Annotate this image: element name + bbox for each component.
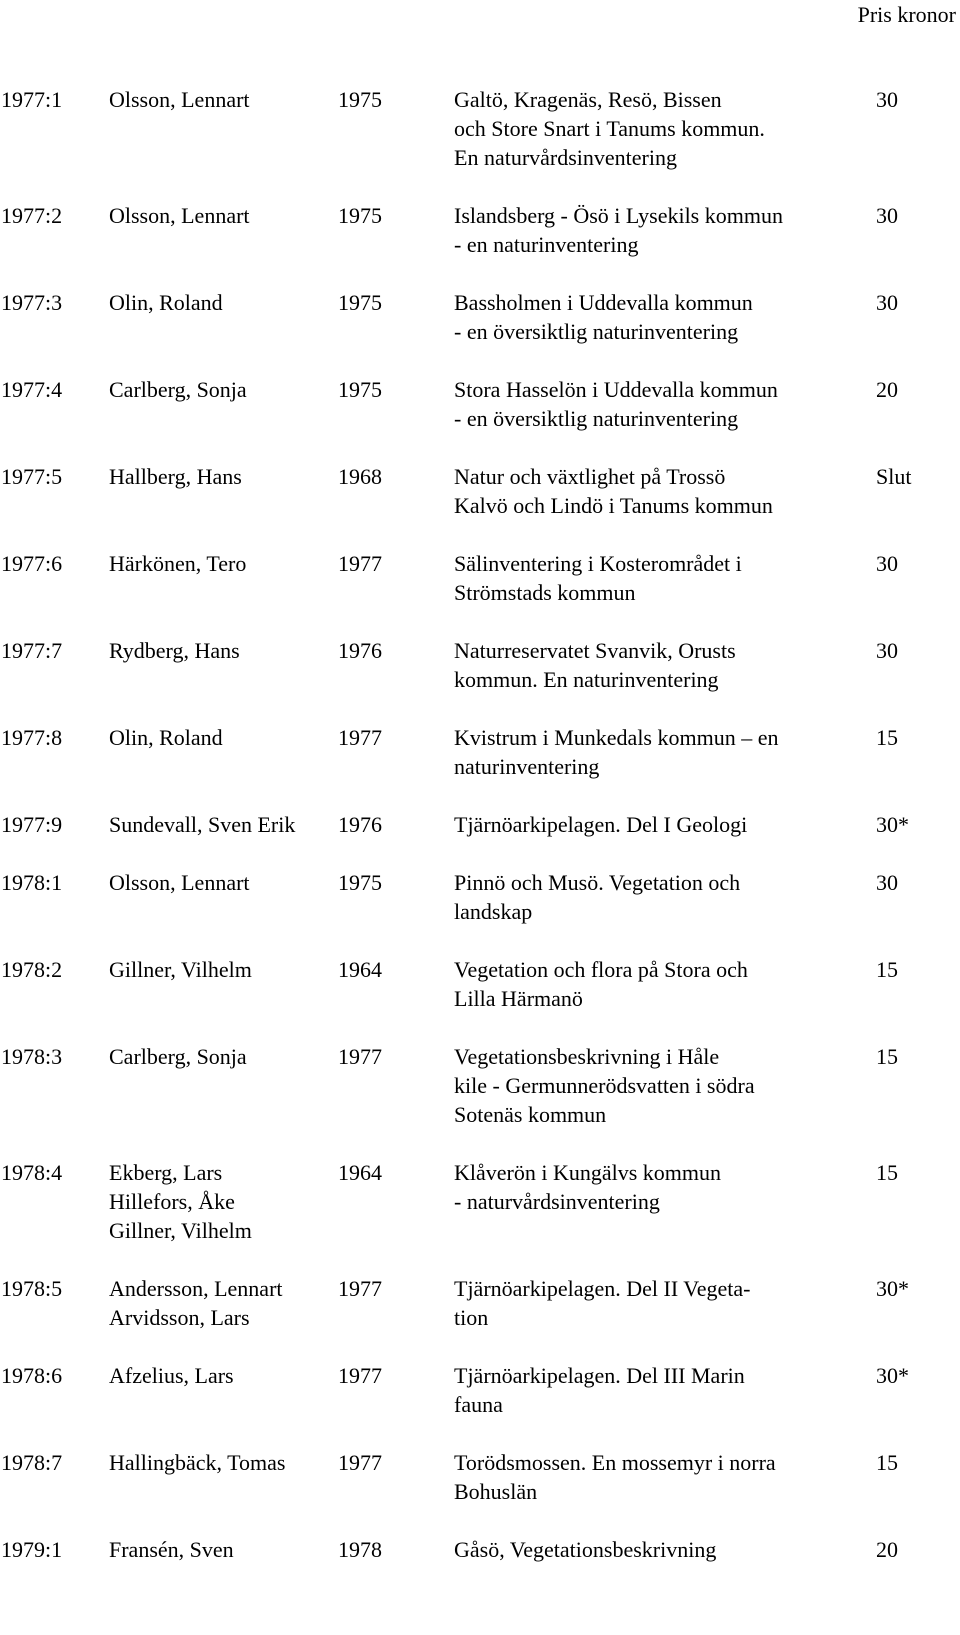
- publication-title-line: En naturvårdsinventering: [454, 145, 677, 170]
- publication-authors: [109, 1042, 247, 1071]
- publication-title-line: tion: [454, 1305, 489, 1330]
- publication-authors-line: Carlberg, Sonja: [109, 1044, 247, 1069]
- publication-price: 15: [876, 1450, 898, 1475]
- publication-number: 1977:6: [1, 551, 63, 576]
- publication-authors-line: Ekberg, Lars: [109, 1160, 223, 1185]
- publication-price: 30: [876, 290, 898, 315]
- publication-price: 30: [876, 87, 898, 112]
- publication-number: 1978:6: [1, 1363, 63, 1388]
- publication-entry: [0, 1274, 960, 1374]
- publication-authors-line: Hallberg, Hans: [109, 464, 242, 489]
- publication-title-line: Vegetationsbeskrivning i Håle: [454, 1044, 720, 1069]
- publication-authors: [109, 636, 240, 665]
- publication-year: 1975: [338, 87, 382, 112]
- publication-entry: [0, 868, 960, 968]
- publication-title-line: Stora Hasselön i Uddevalla kommun: [454, 377, 778, 402]
- publication-authors-line: Fransén, Sven: [109, 1537, 234, 1562]
- publication-year: 1977: [338, 1363, 382, 1388]
- publication-authors: [109, 1274, 283, 1332]
- publication-authors: [109, 549, 246, 578]
- publication-year: 1977: [338, 551, 382, 576]
- publication-year: 1975: [338, 290, 382, 315]
- publication-number: 1977:9: [1, 812, 63, 837]
- publication-title-line: Bassholmen i Uddevalla kommun: [454, 290, 753, 315]
- publication-year: 1964: [338, 1160, 382, 1185]
- publication-title-line: fauna: [454, 1392, 503, 1417]
- publication-title: [454, 1361, 745, 1419]
- publication-price: 30*: [876, 1276, 909, 1301]
- publication-authors: [109, 1535, 234, 1564]
- publication-number: 1977:4: [1, 377, 63, 402]
- publication-title-line: Tjärnöarkipelagen. Del II Vegeta-: [454, 1276, 751, 1301]
- publication-year: 1976: [338, 638, 382, 663]
- publication-year: 1978: [338, 1537, 382, 1562]
- publication-entry: [0, 955, 960, 1055]
- publication-authors-line: Olsson, Lennart: [109, 870, 250, 895]
- publication-authors-line: Hillefors, Åke: [109, 1189, 235, 1214]
- publication-year: 1964: [338, 957, 382, 982]
- publication-number: 1978:7: [1, 1450, 63, 1475]
- publication-number: 1977:7: [1, 638, 63, 663]
- publication-number: 1977:1: [1, 87, 63, 112]
- publication-year: 1975: [338, 203, 382, 228]
- publication-number: 1977:2: [1, 203, 63, 228]
- publication-title: [454, 723, 778, 781]
- publication-title-line: Galtö, Kragenäs, Resö, Bissen: [454, 87, 722, 112]
- publication-title-line: Pinnö och Musö. Vegetation och: [454, 870, 741, 895]
- publication-entry: [0, 288, 960, 388]
- publication-authors-line: Afzelius, Lars: [109, 1363, 234, 1388]
- publication-entry: [0, 1158, 960, 1258]
- publication-price: 30: [876, 551, 898, 576]
- publication-price: Slut: [876, 464, 912, 489]
- publication-title-line: Tjärnöarkipelagen. Del III Marin: [454, 1363, 745, 1388]
- publication-title: [454, 955, 748, 1013]
- publication-entry: [0, 462, 960, 562]
- publication-title: [454, 1448, 776, 1506]
- publication-entry: [0, 201, 960, 301]
- publication-title-line: Vegetation och flora på Stora och: [454, 957, 748, 982]
- publication-title: [454, 288, 753, 346]
- publication-authors: [109, 1361, 234, 1390]
- publication-authors-line: Härkönen, Tero: [109, 551, 247, 576]
- publication-number: 1978:1: [1, 870, 63, 895]
- publication-year: 1977: [338, 1276, 382, 1301]
- publication-entry: [0, 1361, 960, 1461]
- publication-title-line: Tjärnöarkipelagen. Del I Geologi: [454, 812, 748, 837]
- publication-title-line: - en översiktlig naturinventering: [454, 319, 739, 344]
- publication-price: 20: [876, 1537, 898, 1562]
- publication-title: [454, 549, 742, 607]
- publication-price: 15: [876, 1044, 898, 1069]
- publication-year: 1977: [338, 1044, 382, 1069]
- publication-number: 1978:5: [1, 1276, 63, 1301]
- publication-title-line: Kalvö och Lindö i Tanums kommun: [454, 493, 773, 518]
- publication-title-line: Sälinventering i Kosterområdet i: [454, 551, 742, 576]
- publication-title-line: naturinventering: [454, 754, 600, 779]
- publication-price: 30: [876, 870, 898, 895]
- publication-authors-line: Carlberg, Sonja: [109, 377, 247, 402]
- publication-number: 1978:4: [1, 1160, 63, 1185]
- publication-price: 15: [876, 725, 898, 750]
- publication-entry: [0, 549, 960, 649]
- publication-authors: [109, 375, 247, 404]
- price-column-header: Pris kronor: [857, 2, 956, 27]
- publication-authors: [109, 810, 295, 839]
- publication-authors-line: Olsson, Lennart: [109, 203, 250, 228]
- publication-entry: [0, 1042, 960, 1142]
- publication-title: [454, 636, 736, 694]
- publication-price: 30: [876, 638, 898, 663]
- publication-title: [454, 375, 778, 433]
- publication-number: 1978:2: [1, 957, 63, 982]
- publication-year: 1977: [338, 1450, 382, 1475]
- publication-title-line: kile - Germunnerödsvatten i södra: [454, 1073, 755, 1098]
- publication-title-line: Torödsmossen. En mossemyr i norra: [454, 1450, 776, 1475]
- publication-price: 20: [876, 377, 898, 402]
- publication-authors-line: Olin, Roland: [109, 290, 223, 315]
- publication-title-line: Kvistrum i Munkedals kommun – en: [454, 725, 779, 750]
- publication-entry: [0, 1448, 960, 1548]
- publication-price: 30*: [876, 1363, 909, 1388]
- publication-title-line: Klåverön i Kungälvs kommun: [454, 1160, 722, 1185]
- publication-authors: [109, 955, 252, 984]
- publication-title: [454, 1042, 755, 1129]
- publication-authors: [109, 723, 223, 752]
- publication-title: [454, 868, 740, 926]
- publication-title: [454, 1535, 716, 1564]
- publication-title: [454, 462, 773, 520]
- publication-authors-line: Arvidsson, Lars: [109, 1305, 250, 1330]
- publication-authors: [109, 1158, 252, 1245]
- publication-authors-line: Gillner, Vilhelm: [109, 957, 252, 982]
- publication-title-line: och Store Snart i Tanums kommun.: [454, 116, 765, 141]
- publication-price: 15: [876, 1160, 898, 1185]
- publication-year: 1975: [338, 870, 382, 895]
- publication-number: 1977:5: [1, 464, 63, 489]
- publication-title-line: - en översiktlig naturinventering: [454, 406, 739, 431]
- publication-year: 1977: [338, 725, 382, 750]
- publication-year: 1975: [338, 377, 382, 402]
- publication-title-line: landskap: [454, 899, 533, 924]
- publication-title: [454, 1274, 750, 1332]
- publication-authors-line: Hallingbäck, Tomas: [109, 1450, 286, 1475]
- publication-number: 1977:8: [1, 725, 63, 750]
- publication-number: 1978:3: [1, 1044, 63, 1069]
- publication-title-line: Natur och växtlighet på Trossö: [454, 464, 726, 489]
- publication-title-line: Strömstads kommun: [454, 580, 636, 605]
- publication-title-line: Sotenäs kommun: [454, 1102, 607, 1127]
- publication-authors: [109, 201, 250, 230]
- publication-entry: [0, 636, 960, 736]
- publication-entry: [0, 1535, 960, 1635]
- publication-authors-line: Gillner, Vilhelm: [109, 1218, 252, 1243]
- publication-authors: [109, 85, 250, 114]
- publication-price: 30: [876, 203, 898, 228]
- publication-authors-line: Rydberg, Hans: [109, 638, 240, 663]
- publication-authors: [109, 868, 250, 897]
- publication-authors-line: Olsson, Lennart: [109, 87, 250, 112]
- publication-entry: [0, 375, 960, 475]
- publication-authors-line: Sundevall, Sven Erik: [109, 812, 296, 837]
- publication-title-line: - en naturinventering: [454, 232, 639, 257]
- publication-number: 1977:3: [1, 290, 63, 315]
- publication-title: [454, 810, 747, 839]
- publication-title-line: Bohuslän: [454, 1479, 538, 1504]
- publication-authors: [109, 1448, 285, 1477]
- publication-title-line: kommun. En naturinventering: [454, 667, 719, 692]
- publication-authors-line: Andersson, Lennart: [109, 1276, 283, 1301]
- publication-year: 1976: [338, 812, 382, 837]
- publication-number: 1979:1: [1, 1537, 63, 1562]
- publication-title: [454, 85, 765, 172]
- publication-title: [454, 1158, 721, 1216]
- publication-title-line: - naturvårdsinventering: [454, 1189, 660, 1214]
- publication-authors-line: Olin, Roland: [109, 725, 223, 750]
- publication-entry: [0, 85, 960, 185]
- publication-year: 1968: [338, 464, 382, 489]
- publication-authors: [109, 288, 223, 317]
- publication-title-line: Lilla Härmanö: [454, 986, 583, 1011]
- publication-title-line: Gåsö, Vegetationsbeskrivning: [454, 1537, 717, 1562]
- publication-title-line: Islandsberg - Ösö i Lysekils kommun: [454, 203, 783, 228]
- publication-title-line: Naturreservatet Svanvik, Orusts: [454, 638, 736, 663]
- publication-title: [454, 201, 783, 259]
- publication-entry: [0, 723, 960, 823]
- publication-price: 30*: [876, 812, 909, 837]
- publication-price: 15: [876, 957, 898, 982]
- publication-authors: [109, 462, 242, 491]
